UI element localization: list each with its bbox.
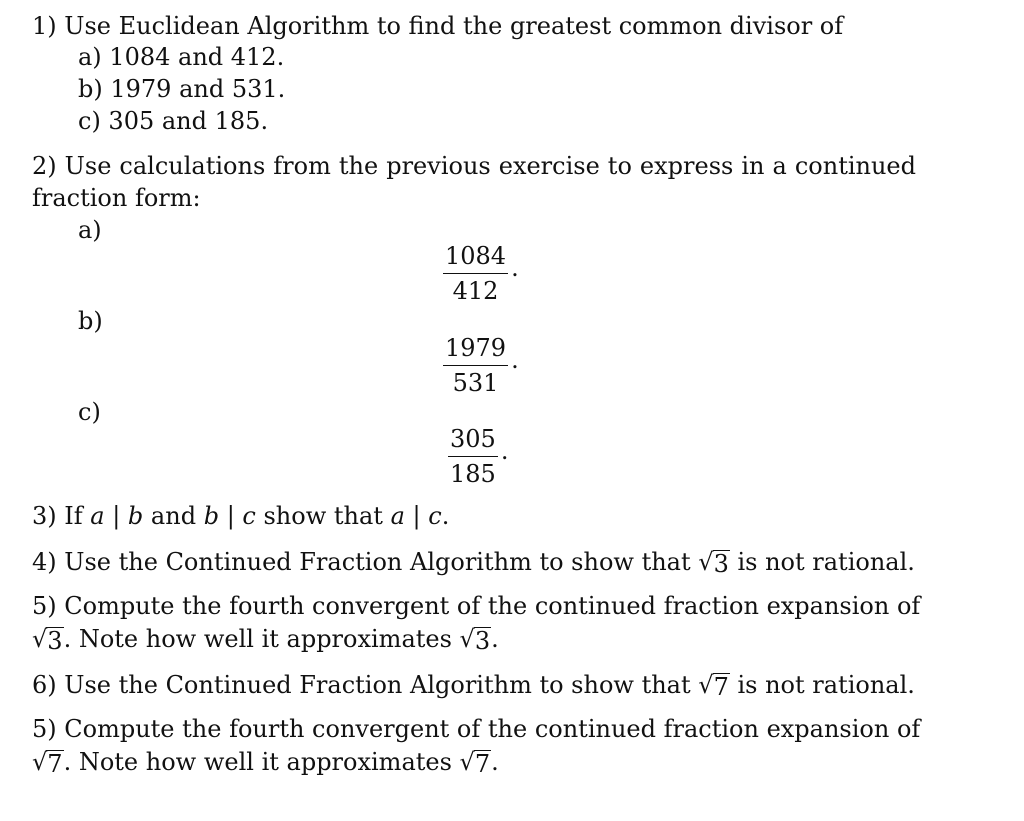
radicand: 3 — [474, 627, 491, 655]
divides-symbol: | — [404, 502, 429, 530]
problem-3-and: and — [143, 502, 204, 530]
problem-5-line-2 — [32, 624, 499, 654]
fraction-b-period: . — [511, 345, 519, 374]
var-b: b — [127, 502, 144, 530]
fraction-c — [448, 424, 508, 489]
problem-5-text: . Note how well it approximates — [63, 625, 460, 653]
fraction-b-denominator: 531 — [452, 369, 499, 398]
problem-6-text: 6) Use the Continued Fraction Algorithm to show that — [32, 671, 699, 699]
problem-5-line-1: 5) Compute the fourth convergent of the continued fraction expansion of — [32, 592, 921, 620]
sqrt-3 — [698, 547, 730, 577]
problem-3-prefix: 3) If — [32, 502, 91, 530]
sqrt-3 — [460, 624, 492, 654]
fraction-b-bar — [443, 365, 508, 366]
fraction-a-denominator: 412 — [452, 277, 499, 306]
radical-symbol: √ — [459, 748, 475, 776]
problem-5-period: . — [491, 625, 499, 653]
problem-4-text: 4) Use the Continued Fraction Algorithm to show that — [32, 548, 699, 576]
problem-2-label-a: a) — [78, 216, 102, 244]
problem-7-text: . Note how well it approximates — [63, 748, 460, 776]
problem-1-part-b: b) 1979 and 531. — [78, 75, 286, 103]
fraction-c-numerator: 305 — [450, 425, 496, 453]
radicand: 3 — [47, 627, 63, 655]
radicand: 3 — [713, 550, 729, 578]
problem-1-part-c: c) 305 and 185. — [78, 107, 269, 135]
problem-3-show-that: show that — [255, 502, 391, 530]
sqrt-7 — [698, 670, 730, 700]
problem-1-part-a: a) 1084 and 412. — [78, 43, 285, 71]
problem-7-line-1: 5) Compute the fourth convergent of the continued fraction expansion of — [32, 715, 921, 743]
problem-7-period: . — [491, 748, 499, 776]
problem-2-label-b: b) — [78, 307, 103, 335]
radical-symbol: √ — [698, 548, 714, 576]
fraction-c-bar — [448, 456, 498, 457]
var-a: a — [390, 502, 405, 530]
radical-symbol: √ — [32, 748, 48, 776]
problem-7-line-2 — [32, 747, 499, 777]
divides-symbol: | — [219, 502, 243, 530]
problem-6 — [32, 670, 915, 700]
fraction-a — [443, 241, 519, 306]
problem-2-label-c: c) — [78, 398, 101, 426]
fraction-a-period: . — [511, 253, 519, 282]
fraction-a-bar — [443, 273, 508, 274]
problem-2-line-2: fraction form: — [32, 184, 201, 212]
sqrt-7 — [32, 747, 64, 777]
problem-4 — [32, 547, 915, 577]
fraction-b-numerator: 1979 — [445, 334, 507, 362]
problem-1-intro: 1) Use Euclidean Algorithm to find the greatest common divisor of — [32, 12, 844, 40]
sqrt-7 — [460, 747, 492, 777]
radicand: 7 — [47, 750, 63, 778]
problem-6-tail: is not rational. — [729, 671, 915, 699]
radical-symbol: √ — [698, 671, 714, 699]
var-c: c — [428, 502, 442, 530]
sqrt-3 — [32, 624, 64, 654]
problem-2-line-1: 2) Use calculations from the previous exercise to express in a continued — [32, 152, 916, 180]
problem-4-tail: is not rational. — [729, 548, 915, 576]
radical-symbol: √ — [32, 625, 48, 653]
radicand: 7 — [474, 750, 491, 778]
fraction-c-period: . — [500, 436, 509, 465]
fraction-c-denominator: 185 — [450, 460, 496, 489]
fraction-a-numerator: 1084 — [445, 242, 507, 270]
problem-3-period: . — [441, 502, 450, 530]
divides-symbol: | — [104, 502, 128, 530]
problem-3 — [32, 501, 449, 531]
var-a: a — [90, 502, 105, 530]
radicand: 7 — [713, 673, 729, 701]
var-c: c — [242, 502, 256, 530]
radical-symbol: √ — [459, 625, 475, 653]
var-b: b — [203, 502, 220, 530]
fraction-b — [443, 333, 519, 398]
